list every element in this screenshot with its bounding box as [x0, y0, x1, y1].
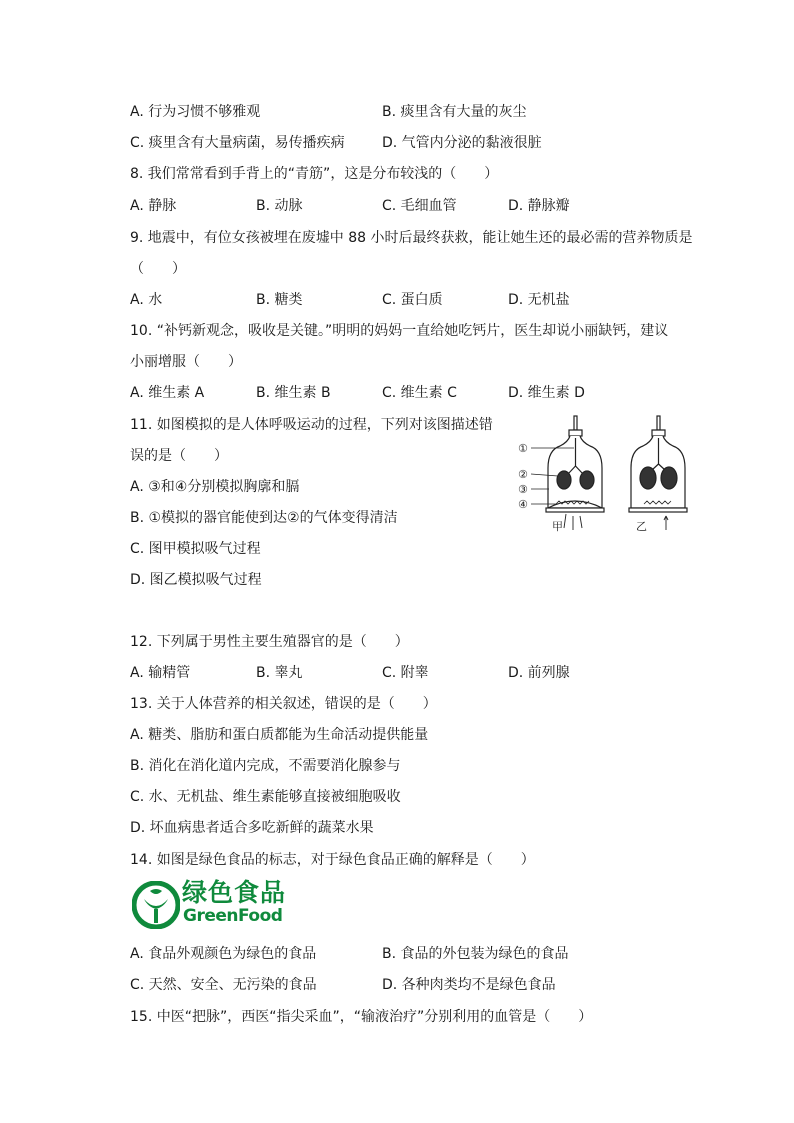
q11-stem: 11. 如图模拟的是人体呼吸运动的过程，下列对该图描述错 — [130, 417, 493, 433]
q14-option-a: A. 食品外观颜色为绿色的食品 — [130, 946, 317, 962]
q10-option-d: D. 维生素 D — [508, 385, 585, 401]
q15-stem: 15. 中医“把脉”，西医“指尖采血”，“输液治疗”分别利用的血管是（ ） — [130, 1009, 593, 1025]
logo-english-text: GreenFood — [183, 906, 283, 926]
breathing-model-diagram — [516, 412, 696, 534]
q11-option-d: D. 图乙模拟吸气过程 — [130, 572, 262, 588]
q12-option-d: D. 前列腺 — [508, 665, 570, 681]
q12-option-a: A. 输精管 — [130, 665, 191, 681]
diagram-labels — [518, 442, 528, 511]
label-2: ② — [518, 468, 528, 481]
q7-option-c: C. 痰里含有大量病菌，易传播疾病 — [130, 135, 345, 151]
q14-option-c: C. 天然、安全、无污染的食品 — [130, 977, 317, 993]
q8-option-b: B. 动脉 — [256, 198, 303, 214]
q13-option-b: B. 消化在消化道内完成，不需要消化腺参与 — [130, 758, 401, 774]
q9-option-b: B. 糖类 — [256, 292, 303, 308]
label-4: ④ — [518, 498, 528, 511]
q12-option-b: B. 睾丸 — [256, 665, 303, 681]
label-1: ① — [518, 442, 528, 455]
q10-stem: 10. “补钙新观念，吸收是关键。”明明的妈妈一直给她吃钙片，医生却说小丽缺钙，建议 — [130, 323, 669, 339]
jar-left — [546, 416, 604, 530]
q14-stem: 14. 如图是绿色食品的标志，对于绿色食品正确的解释是（ ） — [130, 852, 535, 868]
logo-chinese-text: 绿色食品 — [182, 878, 287, 907]
label-3: ③ — [518, 483, 528, 496]
q12-option-c: C. 附睾 — [382, 665, 429, 681]
q13-option-a: A. 糖类、脂肪和蛋白质都能为生命活动提供能量 — [130, 727, 429, 743]
caption-yi: 乙 — [636, 520, 647, 533]
green-food-emblem-icon — [132, 881, 180, 929]
q8-option-a: A. 静脉 — [130, 198, 177, 214]
q10-stem-cont: 小丽增服（ ） — [130, 354, 242, 370]
q9-option-c: C. 蛋白质 — [382, 292, 443, 308]
q13-stem: 13. 关于人体营养的相关叙述，错误的是（ ） — [130, 696, 437, 712]
caption-jia: 甲 — [552, 520, 563, 533]
green-food-logo — [130, 879, 290, 931]
q9-stem-cont: （ ） — [130, 261, 186, 277]
q10-option-a: A. 维生素 A — [130, 385, 205, 401]
q10-option-c: C. 维生素 C — [382, 385, 457, 401]
q10-option-b: B. 维生素 B — [256, 385, 331, 401]
q11-option-b: B. ①模拟的器官能使到达②的气体变得清洁 — [130, 510, 398, 526]
q13-option-c: C. 水、无机盐、维生素能够直接被细胞吸收 — [130, 789, 401, 805]
q7-option-a: A. 行为习惯不够雅观 — [130, 104, 261, 120]
q13-option-d: D. 坏血病患者适合多吃新鲜的蔬菜水果 — [130, 820, 374, 836]
q9-option-d: D. 无机盐 — [508, 292, 570, 308]
q12-stem: 12. 下列属于男性主要生殖器官的是（ ） — [130, 634, 409, 650]
q11-option-a: A. ③和④分别模拟胸廓和膈 — [130, 479, 300, 495]
q9-stem: 9. 地震中，有位女孩被埋在废墟中 88 小时后最终获救，能让她生还的最必需的营养物质是 — [130, 230, 693, 246]
q7-option-b: B. 痰里含有大量的灰尘 — [382, 104, 527, 120]
jar-right — [629, 416, 687, 530]
q8-stem: 8. 我们常常看到手背上的“青筋”，这是分布较浅的（ ） — [130, 166, 499, 182]
q11-stem-cont: 误的是（ ） — [130, 448, 228, 464]
q8-option-c: C. 毛细血管 — [382, 198, 457, 214]
q9-option-a: A. 水 — [130, 292, 163, 308]
q14-option-b: B. 食品的外包装为绿色的食品 — [382, 946, 569, 962]
q14-option-d: D. 各种肉类均不是绿色食品 — [382, 977, 556, 993]
q11-option-c: C. 图甲模拟吸气过程 — [130, 541, 261, 557]
q8-option-d: D. 静脉瓣 — [508, 198, 570, 214]
q7-option-d: D. 气管内分泌的黏液很脏 — [382, 135, 542, 151]
